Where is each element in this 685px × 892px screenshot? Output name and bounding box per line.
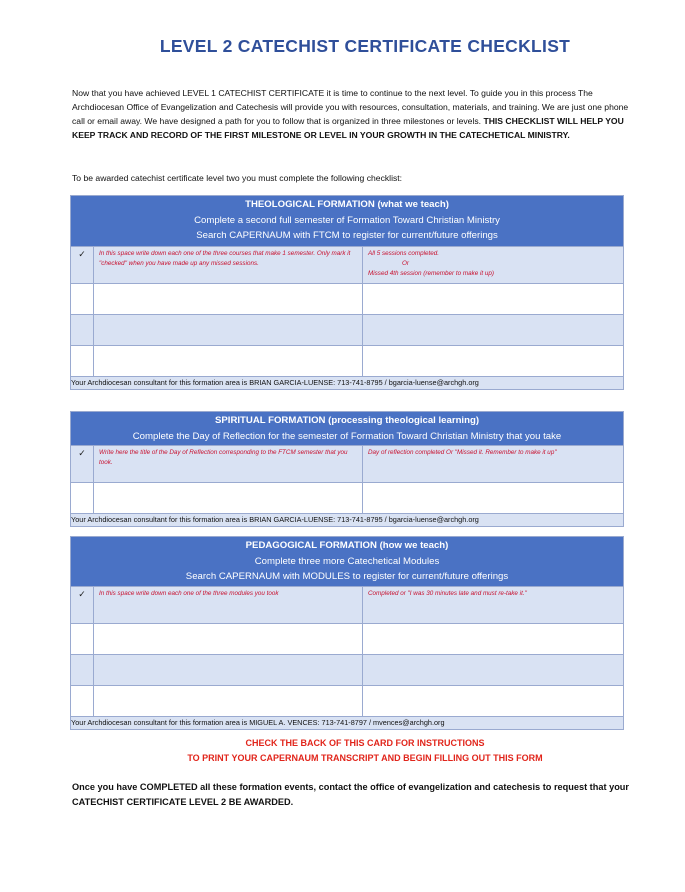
theological-instruction-right-3: Missed 4th session (remember to make it up) xyxy=(368,269,494,277)
spiritual-formation-table xyxy=(70,411,624,527)
spiritual-footer xyxy=(71,514,624,527)
spiritual-line1: Complete the Day of Reflection for the semester of Formation Toward Christian Ministry that you take xyxy=(132,430,562,442)
title-cell[interactable] xyxy=(94,483,363,514)
pedagogical-instruction-row xyxy=(71,586,624,623)
pedagogical-formation-table xyxy=(70,536,624,730)
check-cell[interactable] xyxy=(71,654,94,685)
page-title: LEVEL 2 CATECHIST CERTIFICATE CHECKLIST xyxy=(159,36,571,56)
spiritual-instruction-right: Day of reflection completed Or "Missed it. Remember to make it up" xyxy=(363,446,624,483)
theological-instruction-row xyxy=(71,246,624,283)
theological-footer xyxy=(71,376,624,389)
spiritual-title: SPIRITUAL FORMATION (processing theological learning) xyxy=(214,415,480,426)
theological-entry-row-2[interactable] xyxy=(71,314,624,345)
spiritual-consultant: Your Archdiocesan consultant for this formation area is BRIAN GARCIA-LUENSE: 713-741-8795 / bgarcia-luense@archgh.org xyxy=(71,514,624,527)
check-cell[interactable] xyxy=(71,345,94,376)
spiritual-instruction-left: Write here the title of the Day of Reflection corresponding to the FTCM semester that you took. xyxy=(94,446,363,483)
pedagogical-instruction-left: In this space write down each one of the three modules you took xyxy=(94,586,363,623)
status-cell[interactable] xyxy=(363,685,624,716)
intro-text: Now that you have achieved LEVEL 1 CATECHIST CERTIFICATE it is time to continue to the next level. To guide you in this process The Archdiocesan Office of Evangelization and Catechesis will provide you with resources, consultation, materials, and training. We are just one phone call or email away. We have designed a path for you to follow that is organized in three milestones or levels. xyxy=(72,88,629,127)
pedagogical-line1: Complete three more Catechetical Modules xyxy=(254,555,440,567)
pedagogical-entry-row-2[interactable] xyxy=(71,654,624,685)
pedagogical-instruction-right: Completed or "I was 30 minutes late and must re-take it." xyxy=(363,586,624,623)
status-cell[interactable] xyxy=(363,654,624,685)
spiritual-entry-row-1[interactable] xyxy=(71,483,624,514)
status-cell[interactable] xyxy=(363,345,624,376)
check-cell[interactable] xyxy=(71,483,94,514)
module-cell[interactable] xyxy=(94,654,363,685)
theological-consultant: Your Archdiocesan consultant for this formation area is BRIAN GARCIA-LUENSE: 713-741-8795 / bgarcia-luense@archgh.org xyxy=(71,376,624,389)
back-of-card-line1: CHECK THE BACK OF THIS CARD FOR INSTRUCTIONS xyxy=(245,738,485,748)
check-mark-icon: ✓ xyxy=(71,586,94,623)
status-cell[interactable] xyxy=(363,283,624,314)
course-cell[interactable] xyxy=(94,345,363,376)
intro-bold-text: THIS CHECKLIST WILL HELP YOU KEEP TRACK AND RECORD OF THE FIRST MILESTONE OR LEVEL IN YOUR GROWTH IN THE CATECHETICAL MINISTRY. xyxy=(72,116,624,141)
pedagogical-title: PEDAGOGICAL FORMATION (how we teach) xyxy=(245,540,449,551)
theological-header xyxy=(71,196,624,247)
theological-instruction-right-1: All 5 sessions completed. xyxy=(368,249,440,257)
spiritual-instruction-row xyxy=(71,446,624,483)
pedagogical-consultant: Your Archdiocesan consultant for this formation area is MIGUEL A. VENCES: 713-741-8797 / mvences@archgh.org xyxy=(71,716,624,729)
course-cell[interactable] xyxy=(94,314,363,345)
theological-line1: Complete a second full semester of Formation Toward Christian Ministry xyxy=(194,214,500,226)
spiritual-header xyxy=(71,412,624,446)
check-cell[interactable] xyxy=(71,283,94,314)
pedagogical-entry-row-1[interactable] xyxy=(71,623,624,654)
status-cell[interactable] xyxy=(363,623,624,654)
check-mark-icon: ✓ xyxy=(71,446,94,483)
check-cell[interactable] xyxy=(71,623,94,654)
back-of-card-line2: TO PRINT YOUR CAPERNAUM TRANSCRIPT AND BEGIN FILLING OUT THIS FORM xyxy=(187,753,543,763)
theological-title: THEOLOGICAL FORMATION (what we teach) xyxy=(245,199,449,210)
intro-paragraph xyxy=(72,86,642,142)
status-cell[interactable] xyxy=(363,314,624,345)
check-mark-icon: ✓ xyxy=(71,246,94,283)
module-cell[interactable] xyxy=(94,623,363,654)
closing-instructions: Once you have COMPLETED all these formation events, contact the office of evangelization and catechesis to request that your CATECHIST CERTIFICATE LEVEL 2 BE AWARDED. xyxy=(72,782,629,807)
back-of-card-notice xyxy=(0,736,685,766)
course-cell[interactable] xyxy=(94,283,363,314)
pedagogical-line2: Search CAPERNAUM with MODULES to register for current/future offerings xyxy=(185,571,509,582)
theological-instruction-left: In this space write down each one of the three courses that make 1 semester. Only mark it "checked" when you have made up any missed sessions. xyxy=(94,246,363,283)
pedagogical-header xyxy=(71,537,624,587)
pedagogical-entry-row-3[interactable] xyxy=(71,685,624,716)
check-cell[interactable] xyxy=(71,314,94,345)
pedagogical-footer xyxy=(71,716,624,729)
theological-instruction-right xyxy=(363,246,624,283)
theological-entry-row-1[interactable] xyxy=(71,283,624,314)
module-cell[interactable] xyxy=(94,685,363,716)
theological-instruction-right-2: Or xyxy=(402,259,409,267)
check-cell[interactable] xyxy=(71,685,94,716)
theological-formation-table xyxy=(70,195,624,390)
theological-line2: Search CAPERNAUM with FTCM to register for current/future offerings xyxy=(196,230,498,241)
theological-entry-row-3[interactable] xyxy=(71,345,624,376)
status-cell[interactable] xyxy=(363,483,624,514)
checklist-lead: To be awarded catechist certificate level two you must complete the following checklist: xyxy=(72,173,403,183)
